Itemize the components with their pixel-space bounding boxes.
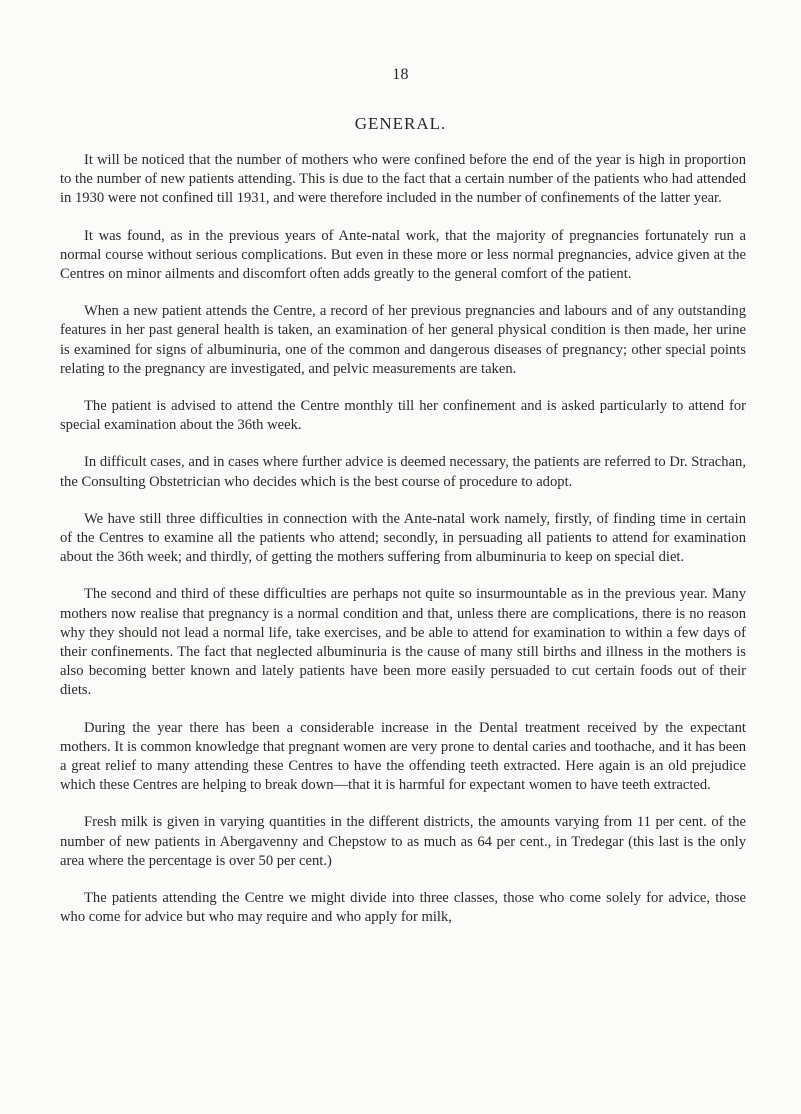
- paragraph-normal-pregnancies: It was found, as in the previous years of Ante-natal work, that the majority of pregnancies fortunately run a normal course without serious complications. But even in these more or less normal pregnancies, advice given at the Centres on minor ailments and discomfort often adds greatly to the general comfort of the patient.: [60, 227, 746, 283]
- body-text: [60, 151, 746, 946]
- paragraph-confinements: It will be noticed that the number of mothers who were confined before the end of the year is high in proportion to the number of new patients attending. This is due to the fact that a certain number of the patients who had attended in 1930 were not confined till 1931, and were therefore included in the number of confinements of the latter year.: [60, 152, 746, 207]
- paragraph-dental-treatment: During the year there has been a considerable increase in the Dental treatment received by the expectant mothers. It is common knowledge that pregnant women are very prone to dental caries and toothache, and it has been a great relief to many attending these Centres to have the offending teeth extracted. Here again is an old prejudice which these Centres are helping to break down—that it is harmful for expectant women to have teeth extracted.: [60, 719, 746, 794]
- paragraph-patient-classes: The patients attending the Centre we might divide into three classes, those who come solely for advice, those who come for advice but who may require and who apply for milk,: [60, 890, 746, 926]
- page-number: 18: [392, 66, 409, 83]
- paragraph-difficult-cases: In difficult cases, and in cases where further advice is deemed necessary, the patients are referred to Dr. Strachan, the Consulting Obstetrician who decides which is the best course of procedure to adopt.: [60, 454, 746, 490]
- paragraph-new-patient: When a new patient attends the Centre, a record of her previous pregnancies and labours and of any outstanding features in her past general health is taken, an examination of her general physical condition is then made, her urine is examined for signs of albuminuria, one of the common and dangerous diseases of pregnancy; other special points relating to the pregnancy are investigated, and pelvic measurements are taken.: [60, 303, 746, 377]
- paragraph-fresh-milk: Fresh milk is given in varying quantities in the different districts, the amounts varying from 11 per cent. of the number of new patients in Abergavenny and Chepstow to as much as 64 per cent., in Tredegar (this last is the only area where the percentage is over 50 per cent.): [60, 814, 746, 869]
- paragraph-difficulties: We have still three difficulties in connection with the Ante-natal work namely, firstly, of finding time in certain of the Centres to examine all the patients who attend; secondly, in persuading all patients to attend for examination about the 36th week; and thirdly, of getting the mothers suffering from albuminuria to keep on special diet.: [60, 510, 746, 566]
- paragraph-monthly-attendance: The patient is advised to attend the Centre monthly till her confinement and is asked particularly to attend for special examination about the 36th week.: [60, 398, 746, 434]
- paragraph-insurmountable: The second and third of these difficulties are perhaps not quite so insurmountable as in the previous year. Many mothers now realise that pregnancy is a normal condition and that, unless there are complications, there is no reason why they should not lead a normal life, take exercises, and be able to attend for examination to within a few days of their confinements. The fact that neglected albuminuria is the cause of many still births and illness in the mothers is also becoming better known and lately patients have been more easily persuaded to cut certain foods out of their diets.: [60, 586, 746, 699]
- section-title: GENERAL.: [354, 114, 447, 133]
